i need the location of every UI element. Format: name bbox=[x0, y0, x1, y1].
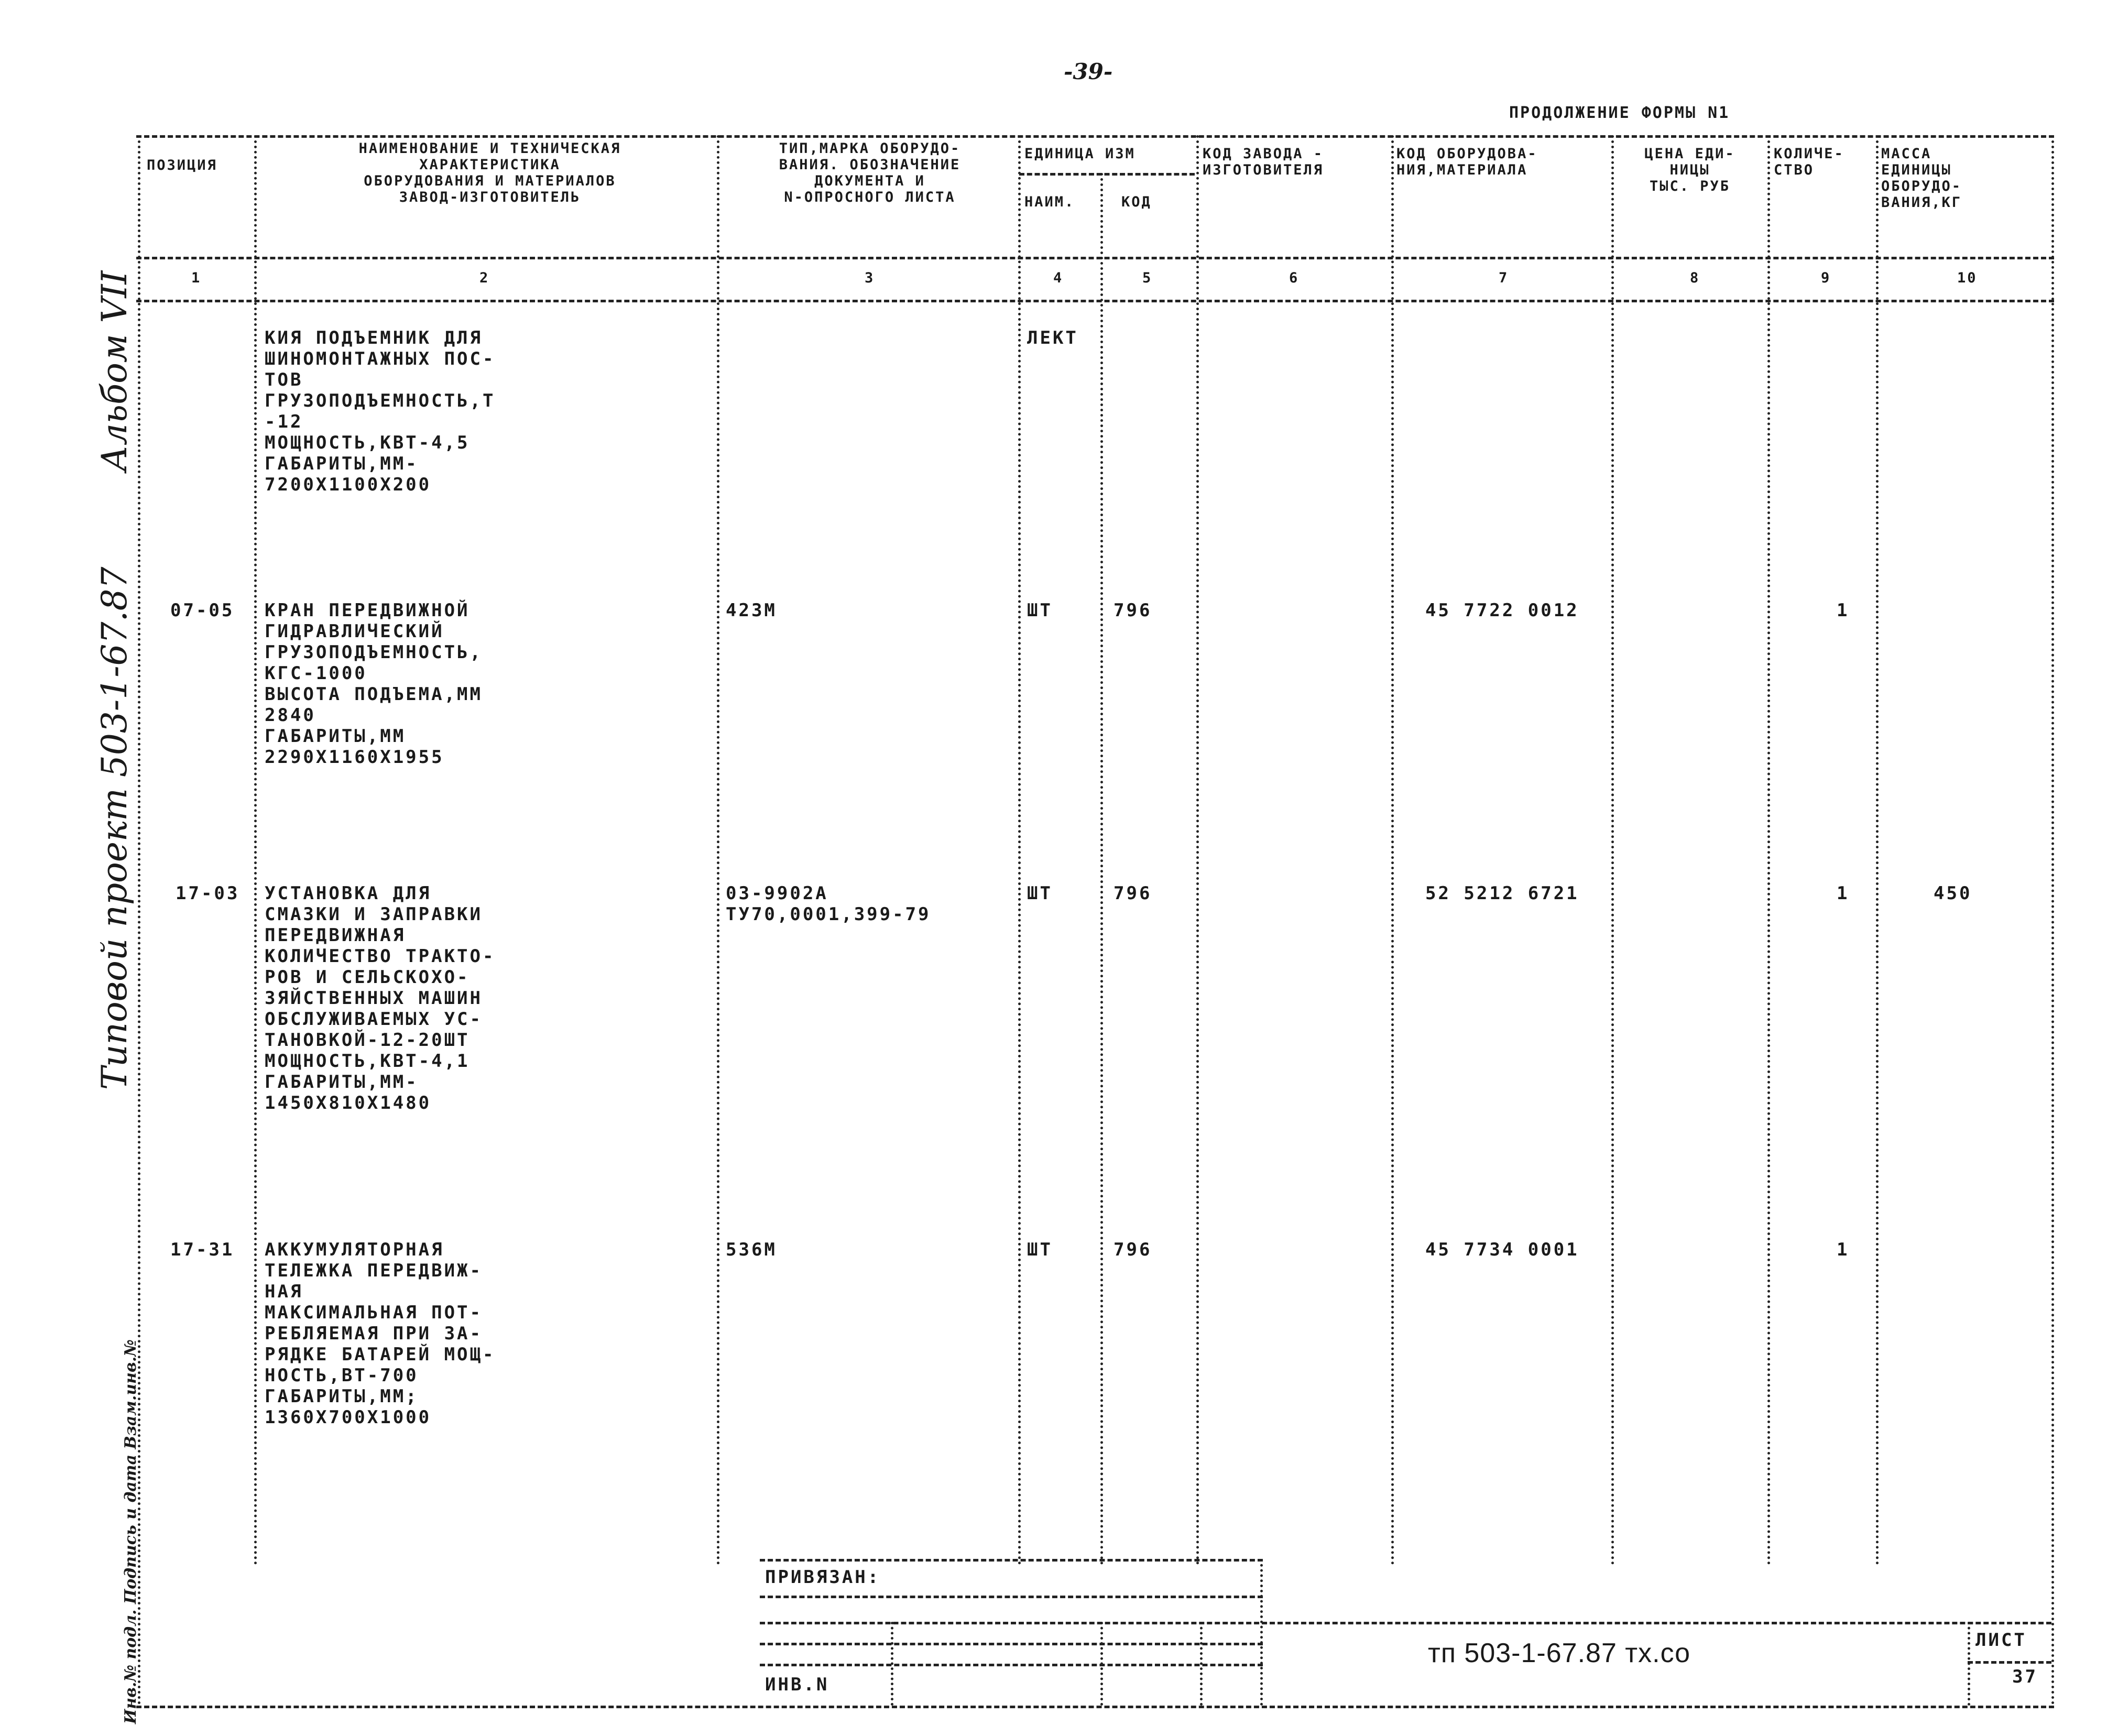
header-col-7: КОД ОБОРУДОВА- НИЯ,МАТЕРИАЛА bbox=[1396, 146, 1538, 178]
header-unit-group: ЕДИНИЦА ИЗМ bbox=[1024, 146, 1136, 162]
header-col-6: КОД ЗАВОДА - ИЗГОТОВИТЕЛЯ bbox=[1203, 146, 1324, 178]
row-1-position: 07-05 bbox=[170, 600, 235, 621]
col-sep bbox=[1767, 135, 1770, 1566]
sheet-number: 37 bbox=[2012, 1666, 2038, 1687]
col-number-4: 4 bbox=[1053, 270, 1064, 286]
row-1-equipment-code: 45 7722 0012 bbox=[1425, 600, 1579, 621]
row-1-quantity: 1 bbox=[1837, 600, 1850, 621]
row-0-name: КИЯ ПОДЪЕМНИК ДЛЯ ШИНОМОНТАЖНЫХ ПОС- ТОВ ГРУЗОПОДЪЕМНОСТЬ,Т -12 МОЩНОСТЬ,КВТ-4,5 ГАБАРИТЫ,ММ- 7200Х1100Х200 bbox=[265, 327, 496, 495]
col-number-6: 6 bbox=[1289, 270, 1300, 286]
row-3-name: АККУМУЛЯТОРНАЯ ТЕЛЕЖКА ПЕРЕДВИЖ- НАЯ МАКСИМАЛЬНАЯ ПОТ- РЕБЛЯЕМАЯ ПРИ ЗА- РЯДКЕ БАТАРЕЙ МОЩ- НОСТЬ,ВТ-700 ГАБАРИТЫ,ММ; 1360Х700Х1000 bbox=[265, 1239, 496, 1428]
row-2-quantity: 1 bbox=[1837, 883, 1850, 904]
row-3-equipment-code: 45 7734 0001 bbox=[1425, 1239, 1579, 1260]
page-number: -39- bbox=[1064, 59, 1113, 84]
binding-box-sep bbox=[1100, 1622, 1103, 1706]
header-bottom-rule bbox=[136, 257, 2054, 259]
unit-subheader-rule bbox=[1019, 173, 1195, 176]
row-2-name: УСТАНОВКА ДЛЯ СМАЗКИ И ЗАПРАВКИ ПЕРЕДВИЖНАЯ КОЛИЧЕСТВО ТРАКТО- РОВ И СЕЛЬСКОХО- ЗЯЙСТВЕННЫХ МАШИН ОБСЛУЖИВАЕМЫХ УС- ТАНОВКОЙ-12-20ШТ МОЩНОСТЬ,КВТ-4,1 ГАБАРИТЫ,ММ- 1450Х810Х1480 bbox=[265, 883, 496, 1113]
row-2-equipment-code: 52 5212 6721 bbox=[1425, 883, 1579, 904]
col-sep bbox=[138, 135, 140, 1706]
col-sep bbox=[1100, 173, 1103, 1566]
col-number-9: 9 bbox=[1821, 270, 1831, 286]
row-1-unit-code: 796 bbox=[1113, 600, 1152, 621]
form-continuation: ПРОДОЛЖЕНИЕ ФОРМЫ N1 bbox=[1509, 104, 1730, 122]
side-album-label: Альбом VII bbox=[94, 270, 135, 472]
sheet-label: ЛИСТ bbox=[1975, 1630, 2027, 1651]
col-sep bbox=[1196, 135, 1199, 1566]
col-number-2: 2 bbox=[479, 270, 490, 286]
col-number-3: 3 bbox=[865, 270, 875, 286]
row-1-type: 423М bbox=[726, 600, 777, 621]
col-sep bbox=[1876, 135, 1879, 1566]
row-3-unit: ШТ bbox=[1027, 1239, 1053, 1260]
row-1-unit: ШТ bbox=[1027, 600, 1053, 621]
side-stamp-label: Инв.№ подл. Подпись и дата Взам.инв.№ bbox=[122, 1339, 140, 1724]
col-number-10: 10 bbox=[1957, 270, 1978, 286]
table-bottom-rule bbox=[136, 1706, 2054, 1708]
col-sep bbox=[717, 135, 719, 1566]
row-2-position: 17-03 bbox=[176, 883, 240, 904]
header-col-8: ЦЕНА ЕДИ- НИЦЫ ТЫС. РУБ bbox=[1644, 146, 1735, 194]
row-2-type: 03-9902А ТУ70,0001,399-79 bbox=[726, 883, 931, 925]
row-3-quantity: 1 bbox=[1837, 1239, 1850, 1260]
col-number-7: 7 bbox=[1499, 270, 1509, 286]
header-col-1: ПОЗИЦИЯ bbox=[147, 157, 217, 173]
binding-box-sep bbox=[1260, 1559, 1263, 1706]
header-col-9: КОЛИЧЕ- СТВО bbox=[1774, 146, 1844, 178]
binding-box-rule bbox=[760, 1664, 1263, 1666]
binding-box-top bbox=[760, 1559, 1263, 1562]
col-sep bbox=[1018, 135, 1021, 1566]
column-number-rule bbox=[136, 300, 2054, 302]
binding-box-rule bbox=[760, 1596, 1263, 1598]
row-3-type: 536М bbox=[726, 1239, 777, 1260]
row-1-name: КРАН ПЕРЕДВИЖНОЙ ГИДРАВЛИЧЕСКИЙ ГРУЗОПОДЪЕМНОСТЬ, КГС-1000 ВЫСОТА ПОДЪЕМА,ММ 2840 ГАБАРИТЫ,ММ 2290Х1160Х1955 bbox=[265, 600, 483, 768]
table-top-rule bbox=[136, 135, 2054, 138]
sheet-box-sep bbox=[1968, 1622, 1970, 1706]
row-2-mass: 450 bbox=[1934, 883, 1972, 904]
col-number-8: 8 bbox=[1690, 270, 1700, 286]
side-project-label: Типовой проект 503-1-67.87 bbox=[94, 566, 135, 1090]
binding-label: ПРИВЯЗАН: bbox=[765, 1567, 881, 1588]
binding-box-rule bbox=[760, 1622, 2051, 1624]
binding-box-rule bbox=[760, 1643, 1263, 1645]
row-3-unit-code: 796 bbox=[1113, 1239, 1152, 1260]
col-sep bbox=[1611, 135, 1614, 1566]
row-3-position: 17-31 bbox=[170, 1239, 235, 1260]
row-2-unit: ШТ bbox=[1027, 883, 1053, 904]
col-number-1: 1 bbox=[191, 270, 202, 286]
col-sep bbox=[1391, 135, 1394, 1566]
row-0-unit: ЛЕКТ bbox=[1027, 327, 1078, 348]
header-col-3: ТИП,МАРКА ОБОРУДО- ВАНИЯ. ОБОЗНАЧЕНИЕ ДОКУМЕНТА И N-ОПРОСНОГО ЛИСТА bbox=[779, 140, 961, 205]
col-sep bbox=[254, 135, 257, 1566]
header-col-2: НАИМЕНОВАНИЕ И ТЕХНИЧЕСКАЯ ХАРАКТЕРИСТИКА ОБОРУДОВАНИЯ И МАТЕРИАЛОВ ЗАВОД-ИЗГОТОВИТЕЛЬ bbox=[358, 140, 621, 205]
col-sep bbox=[2051, 135, 2054, 1706]
sheet-box-rule bbox=[1968, 1661, 2051, 1664]
binding-box-sep bbox=[1200, 1622, 1203, 1706]
row-2-unit-code: 796 bbox=[1113, 883, 1152, 904]
binding-box-sep bbox=[891, 1622, 893, 1706]
col-number-5: 5 bbox=[1142, 270, 1153, 286]
document-code: тп 503-1-67.87 тх.со bbox=[1428, 1638, 1691, 1668]
inventory-label: ИНВ.N bbox=[765, 1674, 829, 1695]
header-col-4: НАИМ. bbox=[1024, 194, 1075, 210]
header-col-10: МАССА ЕДИНИЦЫ ОБОРУДО- ВАНИЯ,КГ bbox=[1881, 146, 1962, 211]
header-col-5: КОД bbox=[1121, 194, 1152, 210]
